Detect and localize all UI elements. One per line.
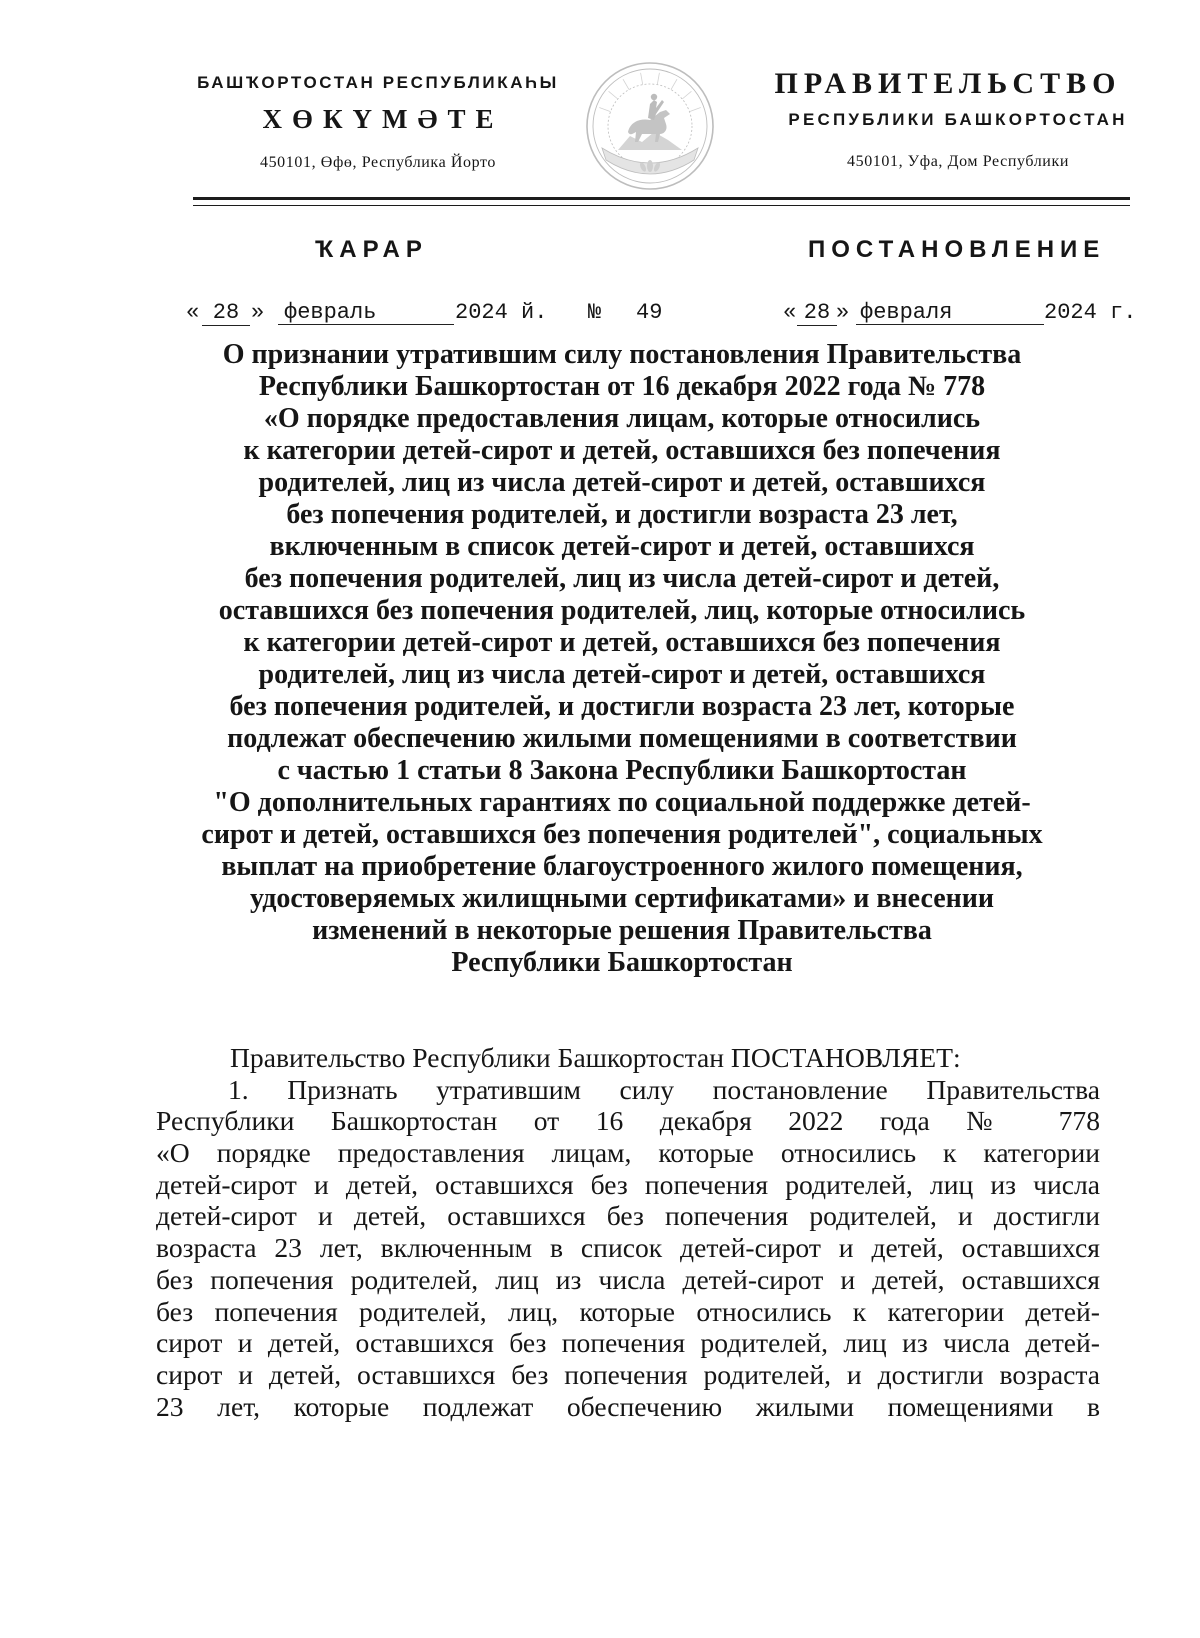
date-left-year: 2024 й. <box>455 300 548 325</box>
body-line: Республики Башкортостан от 16 декабря 2022 года № 778 <box>156 1105 1100 1137</box>
title-line: включенным в список детей-сирот и детей, оставшихся <box>269 531 975 562</box>
body-line: 23 лет, которые подлежат обеспечению жилыми помещениями в <box>156 1390 1100 1422</box>
body-line: сирот и детей, оставшихся без попечения родителей, и достигли возраста <box>156 1358 1100 1390</box>
title-line: Республики Башкортостан <box>451 947 793 978</box>
date-left-month: февраль <box>278 298 454 325</box>
date-left-day: 28 <box>202 298 250 326</box>
body-line: «О порядке предоставления лицам, которые относились к категории <box>156 1137 1100 1169</box>
document-title <box>152 339 1092 979</box>
number-sign: № <box>588 300 602 325</box>
title-line: родителей, лиц из числа детей-сирот и детей, оставшихся <box>258 467 986 498</box>
date-right-month: февраля <box>856 298 1044 325</box>
title-line: выплат на приобретение благоустроенного жилого помещения, <box>221 851 1023 882</box>
body-line: возраста 23 лет, включенным в список детей-сирот и детей, оставшихся <box>156 1232 1100 1264</box>
date-left-close-quote: » <box>251 300 265 325</box>
body-line: без попечения родителей, лиц из числа детей-сирот и детей, оставшихся <box>156 1263 1100 1295</box>
title-line: изменений в некоторые решения Правительства <box>312 915 932 946</box>
title-line: оставшихся без попечения родителей, лиц, которые относились <box>218 595 1026 626</box>
letterhead-rule-thin <box>193 205 1130 206</box>
title-line: подлежат обеспечению жилыми помещениями в соответствии <box>227 723 1017 754</box>
doc-type-russian: ПОСТАНОВЛЕНИЕ <box>808 236 1106 263</box>
date-right-day: 28 <box>797 298 837 326</box>
title-line: сирот и детей, оставшихся без попечения родителей", социальных <box>201 819 1043 850</box>
title-line: Республики Башкортостан от 16 декабря 2022 года № 778 <box>258 371 986 402</box>
letterhead-left-government: ХӨКҮМӘТЕ <box>262 104 504 134</box>
body-line: без попечения родителей, лиц, которые относились к категории детей- <box>156 1295 1100 1327</box>
body-line: сирот и детей, оставшихся без попечения родителей, лиц из числа детей- <box>156 1327 1100 1359</box>
date-right-open-quote: « <box>783 300 797 325</box>
title-line: «О порядке предоставления лицам, которые относились <box>263 403 981 434</box>
letterhead-right-republic: РЕСПУБЛИКИ БАШКОРТОСТАН <box>788 110 1128 129</box>
title-line: без попечения родителей, лиц из числа детей-сирот и детей, <box>244 563 1000 594</box>
title-line: без попечения родителей, и достигли возраста 23 лет, которые <box>229 691 1015 722</box>
body-intro: Правительство Республики Башкортостан ПОСТАНОВЛЯЕТ: <box>230 1042 961 1073</box>
date-right-close-quote: » <box>836 300 850 325</box>
title-line: с частью 1 статьи 8 Закона Республики Башкортостан <box>277 755 967 786</box>
body-line: детей-сирот и детей, оставшихся без попечения родителей, и достигли <box>156 1200 1100 1232</box>
title-line: О признании утратившим силу постановления Правительства <box>222 339 1022 370</box>
title-line: "О дополнительных гарантиях по социальной поддержке детей- <box>213 787 1031 818</box>
body-line: 1. Признать утратившим силу постановление Правительства <box>228 1073 1100 1105</box>
letterhead-left-republic: БАШҠОРТОСТАН РЕСПУБЛИКАҺЫ <box>197 73 559 92</box>
document-number: 49 <box>636 300 663 325</box>
date-left-open-quote: « <box>186 300 200 325</box>
title-line: родителей, лиц из числа детей-сирот и детей, оставшихся <box>258 659 986 690</box>
title-line: к категории детей-сирот и детей, оставшихся без попечения <box>243 435 1001 466</box>
letterhead-right-address: 450101, Уфа, Дом Республики <box>847 153 1069 170</box>
letterhead-right-government: ПРАВИТЕЛЬСТВО <box>774 67 1122 100</box>
title-line: удостоверяемых жилищными сертификатами» и внесении <box>249 883 995 914</box>
document-body <box>156 1042 1100 1422</box>
letterhead-left-address: 450101, Өфө, Республика Йорто <box>259 154 496 171</box>
date-right-year: 2024 г. <box>1044 300 1137 325</box>
letterhead-rule-thick <box>193 197 1130 200</box>
body-line: детей-сирот и детей, оставшихся без попечения родителей, лиц из числа <box>156 1168 1100 1200</box>
doc-type-bashkir: ҠАРАР <box>315 236 428 263</box>
title-line: к категории детей-сирот и детей, оставшихся без попечения <box>243 627 1001 658</box>
coat-of-arms-emblem <box>584 60 716 192</box>
title-line: без попечения родителей, и достигли возраста 23 лет, <box>286 499 958 530</box>
